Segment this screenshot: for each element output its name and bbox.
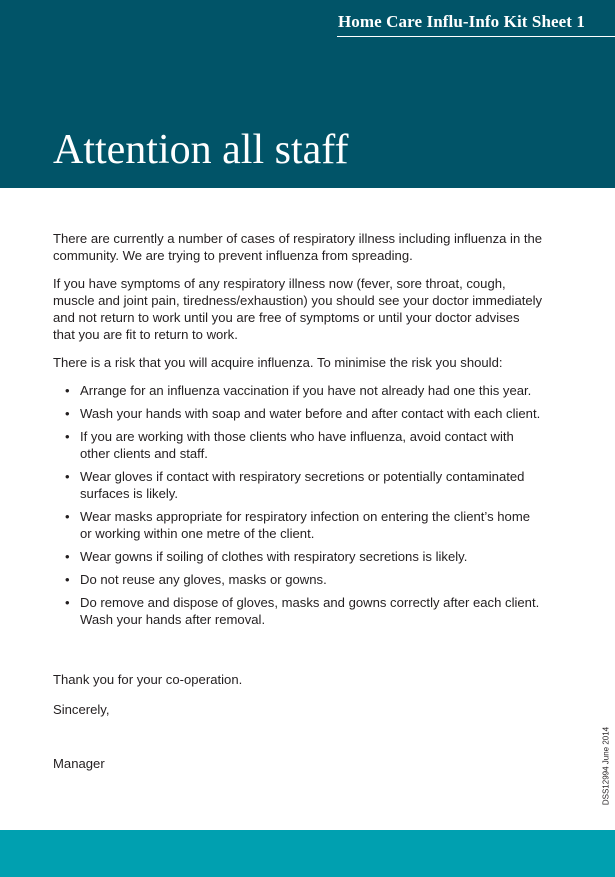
list-item-text: Arrange for an influenza vaccination if you have not already had one this year.	[80, 383, 532, 398]
header-banner	[0, 0, 615, 188]
list-item	[53, 382, 543, 399]
bullet-icon: •	[65, 429, 70, 444]
risk-paragraph: There is a risk that you will acquire influenza. To minimise the risk you should:	[53, 355, 503, 370]
list-item-text: Do remove and dispose of gloves, masks and gowns correctly after each client. Wash your hands after removal.	[80, 595, 540, 627]
page-title: Attention all staff	[53, 127, 349, 173]
closing-block	[53, 671, 242, 772]
precautions-list	[53, 382, 543, 628]
list-item	[53, 468, 543, 502]
bullet-icon: •	[65, 549, 70, 564]
list-item	[53, 571, 543, 588]
list-item-text: Wash your hands with soap and water before and after contact with each client.	[80, 406, 541, 421]
list-item-text: Wear gloves if contact with respiratory secretions or potentially contaminated surfaces is likely.	[80, 469, 525, 501]
bullet-icon: •	[65, 383, 70, 398]
signature-line: Manager	[53, 756, 105, 771]
main-content	[53, 230, 543, 634]
list-item	[53, 548, 543, 565]
header-divider	[337, 36, 615, 37]
list-item	[53, 405, 543, 422]
bullet-icon: •	[65, 469, 70, 484]
list-item	[53, 508, 543, 542]
signoff-line: Sincerely,	[53, 702, 110, 717]
document-code: DSS12994 June 2014	[601, 726, 611, 806]
thanks-line: Thank you for your co-operation.	[53, 672, 243, 687]
footer-band	[0, 830, 615, 877]
symptoms-paragraph: If you have symptoms of any respiratory illness now (fever, sore throat, cough, muscle and joint pain, tiredness/exhaustion) you should see your doctor immediately and not return to work until you are free of symptoms or until your doctor advises that you are fit to return to work.	[53, 276, 543, 342]
kit-sheet-title: Home Care Influ-Info Kit Sheet 1	[337, 12, 585, 31]
list-item	[53, 594, 543, 628]
bullet-icon: •	[65, 406, 70, 421]
list-item-text: Wear masks appropriate for respiratory infection on entering the client’s home or working within one metre of the client.	[80, 509, 531, 541]
list-item	[53, 428, 543, 462]
bullet-icon: •	[65, 509, 70, 524]
intro-paragraph: There are currently a number of cases of respiratory illness including influenza in the community. We are trying to prevent influenza from spreading.	[53, 231, 543, 263]
list-item-text: Wear gowns if soiling of clothes with respiratory secretions is likely.	[80, 549, 468, 564]
list-item-text: If you are working with those clients who have influenza, avoid contact with other clients and staff.	[80, 429, 514, 461]
list-item-text: Do not reuse any gloves, masks or gowns.	[80, 572, 327, 587]
bullet-icon: •	[65, 595, 70, 610]
bullet-icon: •	[65, 572, 70, 587]
